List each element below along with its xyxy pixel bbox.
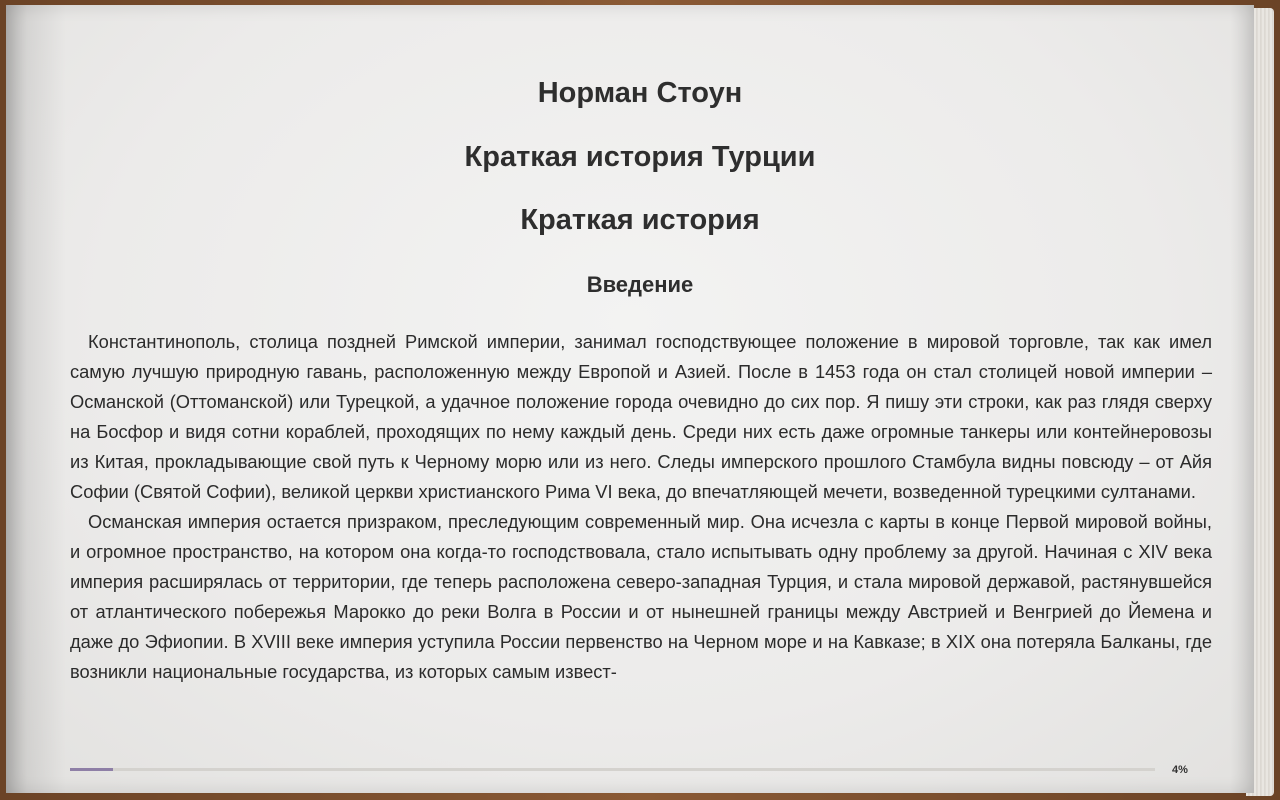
reading-progress-bar[interactable] bbox=[70, 768, 1155, 771]
paragraph: Константинополь, столица поздней Римской империи, занимал господствующее положение в мировой торговле, так как имел самую лучшую природную гавань, расположенную между Европой и Азией. После в 1453 года он стал столицей новой империи – Османской (Оттоманской) или Турецкой, а удачное положение города очевидно до сих пор. Я пишу эти строки, как раз глядя сверху на Босфор и видя сотни кораблей, проходящих по нему каждый день. Среди них есть даже огромные танкеры или контейнеровозы из Китая, прокладывающие свой путь к Черному морю или из него. Следы имперского прошлого Стамбула видны повсюду – от Айя Софии (Святой Софии), великой церкви христианского Рима VI века, до впечатляющей мечети, возведенной турецкими султанами. bbox=[70, 331, 1212, 502]
reading-progress-fill bbox=[70, 768, 113, 771]
edge-shadow bbox=[1230, 5, 1254, 793]
spine-shadow bbox=[6, 5, 66, 793]
book-author: Норман Стоун bbox=[537, 77, 743, 109]
reader-page[interactable] bbox=[6, 5, 1254, 793]
book-series: Краткая история bbox=[520, 204, 760, 236]
book-title: Краткая история Турции bbox=[464, 141, 816, 173]
paragraph: Османская империя остается призраком, преследующим современный мир. Она исчезла с карты в конце Первой мировой войны, и огромное пространство, на котором она когда-то господствовала, стало испытывать одну проблему за другой. Начиная с XIV века империя расширялась от территории, где теперь расположена северо-западная Турция, и стала мировой державой, растянувшейся от атлантического побережья Марокко до реки Волга в России и от нынешней границы между Австрией и Венгрией до Йемена и даже до Эфиопии. В XVIII веке империя уступила России первенство на Черном море и на Кавказе; в XIX она потеряла Балканы, где возникли национальные государства, из которых самым извест- bbox=[70, 511, 1212, 682]
body-text bbox=[70, 327, 1212, 687]
progress-percent: 4% bbox=[1172, 764, 1188, 776]
section-heading: Введение bbox=[586, 272, 694, 297]
